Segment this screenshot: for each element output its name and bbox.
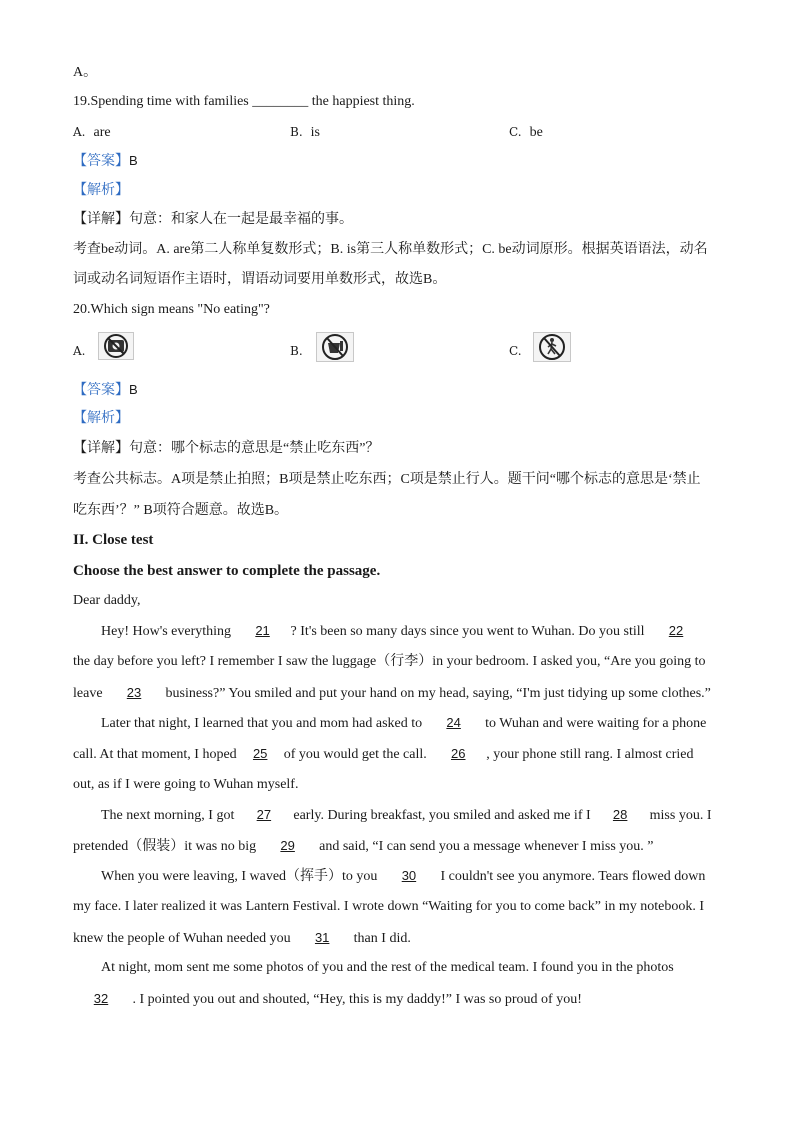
passage-line: Hey! How's everything 21 ? It's been so many days since you went to Wuhan. Do you still 22 [101, 622, 704, 641]
answer-label: 【答案】 [73, 383, 129, 398]
passage-line: my face. I later realized it was Lantern Festival. I wrote down “Waiting for you to come back” in my notebook. I [73, 899, 704, 914]
passage-line: At night, mom sent me some photos of you and the rest of the medical team. I found you in the photos [101, 960, 674, 975]
question-20-stem: 20.Which sign means "No eating"? [73, 302, 270, 317]
blank-22[interactable]: 22 [668, 623, 684, 638]
blank-32[interactable]: 32 [93, 991, 109, 1006]
q19-explanation-line-1: 考查be动词。A. are第二人称单复数形式；B. is第三人称单数形式；C. be动词原形。根据英语语法，动名 [73, 242, 708, 257]
option-letter: A. [73, 125, 86, 139]
passage-line: The next morning, I got 27 early. During breakfast, you smiled and asked me if I 28 miss you. I [101, 807, 712, 823]
q20-analysis-label: 【解析】 [73, 411, 129, 426]
q19-analysis-label: 【解析】 [73, 183, 129, 198]
letter-salutation: Dear daddy, [73, 593, 141, 608]
passage-line: call. At that moment, I hoped 25 of you would get the call. 26 , your phone still rang. I almost cried [73, 746, 694, 762]
no-eating-sign-icon[interactable] [316, 332, 354, 362]
blank-30[interactable]: 30 [401, 868, 417, 883]
option-text: is [310, 125, 320, 140]
blank-24[interactable]: 24 [446, 715, 461, 730]
blank-28[interactable]: 28 [612, 807, 628, 822]
option-letter: B. [290, 125, 303, 139]
blank-21[interactable]: 21 [255, 623, 270, 638]
blank-29[interactable]: 29 [280, 838, 295, 853]
blank-27[interactable]: 27 [256, 807, 272, 822]
passage-line: Later that night, I learned that you and mom had asked to 24 to Wuhan and were waiting for a phone [101, 715, 707, 731]
q20-detail: 【详解】句意：哪个标志的意思是“禁止吃东西”？ [73, 441, 380, 456]
blank-23[interactable]: 23 [126, 685, 142, 700]
blank-25[interactable]: 25 [252, 746, 268, 761]
option-text: be [529, 125, 543, 140]
question-19-stem: 19.Spending time with families ________ the happiest thing. [73, 94, 415, 109]
section-title: II. Close test [73, 532, 154, 548]
q19-answer [73, 152, 138, 171]
q20-explanation-line-1: 考查公共标志。A项是禁止拍照；B项是禁止吃东西；C项是禁止行人。题干问“哪个标志的意思是‘禁止 [73, 472, 701, 487]
section-instruction: Choose the best answer to complete the passage. [73, 563, 381, 579]
answer-label: 【答案】 [73, 154, 129, 169]
passage-line: knew the people of Wuhan needed you 31 than I did. [73, 930, 411, 946]
q20-option-a-letter[interactable]: A. [73, 344, 86, 358]
q20-explanation-line-2: 吃东西’？” B项符合题意。故选B。 [73, 503, 289, 518]
q20-option-b-letter[interactable]: B. [290, 344, 303, 358]
no-pedestrian-sign-icon[interactable] [533, 332, 571, 362]
option-text: are [93, 125, 111, 140]
q19-option-c[interactable] [509, 123, 543, 142]
blank-31[interactable]: 31 [314, 930, 330, 945]
no-camera-sign-icon[interactable] [98, 332, 134, 360]
q19-detail: 【详解】句意：和家人在一起是最幸福的事。 [73, 212, 353, 227]
q20-option-c-letter[interactable]: C. [509, 344, 522, 358]
option-letter: C. [509, 125, 522, 139]
passage-line: the day before you left? I remember I saw the luggage（行李）in your bedroom. I asked you, “Are you going to [73, 654, 706, 669]
answer-value: B [129, 153, 138, 168]
answer-value: B [129, 382, 138, 397]
previous-answer-line: A。 [73, 65, 98, 80]
q20-answer [73, 381, 138, 400]
passage-line: 32 . I pointed you out and shouted, “Hey, this is my daddy!” I was so proud of you! [73, 990, 582, 1009]
passage-line: pretended（假装）it was no big 29 and said, “I can send you a message whenever I miss you. ” [73, 838, 654, 854]
passage-line: leave 23 business?” You smiled and put your hand on my head, saying, “I'm just tidying up some clothes.” [73, 685, 711, 701]
passage-line: out, as if I were going to Wuhan myself. [73, 777, 299, 792]
q19-option-b[interactable] [290, 123, 320, 142]
q19-explanation-line-2: 词或动名词短语作主语时，谓语动词要用单数形式，故选B。 [73, 272, 447, 287]
q19-option-a[interactable] [73, 123, 111, 142]
blank-26[interactable]: 26 [451, 746, 466, 761]
passage-line: When you were leaving, I waved（挥手）to you 30 I couldn't see you anymore. Tears flowed down [101, 868, 706, 884]
